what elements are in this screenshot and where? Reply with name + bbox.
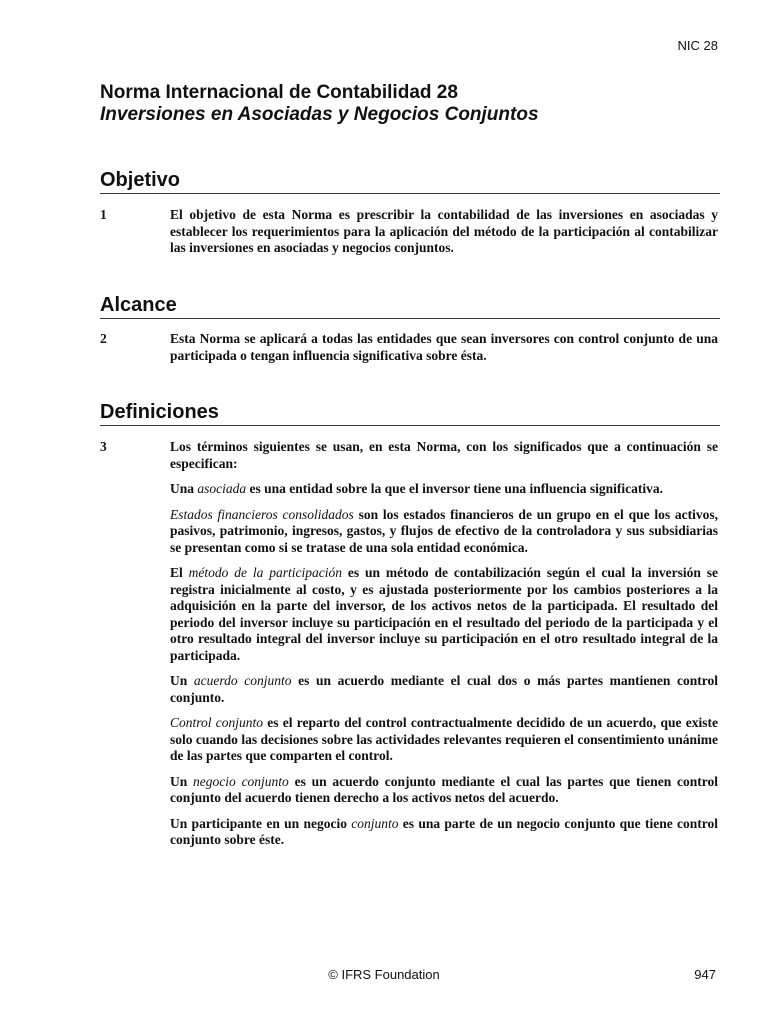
definition-metodo-participacion: El método de la participación es un método de contabilización según el cual la inversión se registra inicialmente al costo, y es ajustada posteriormente por los cambios posteriores a la adquisición en la parte del inversor, de los activos netos de la participada. El resultado del periodo del inversor incluye su participación en el resultado del periodo de la participada y el otro resultado integral del inversor incluye su participación en el otro resultado integral de la participada.	[170, 565, 718, 663]
definition-asociada: Una asociada es una entidad sobre la que el inversor tiene una influencia significativa.	[170, 481, 664, 496]
paragraph-2	[100, 331, 718, 364]
title-subtitle: Inversiones en Asociadas y Negocios Conjuntos	[100, 104, 539, 125]
defined-term: negocio conjunto	[193, 773, 289, 789]
definition-estados-financieros-consolidados: Estados financieros consolidados son los estados financieros de un grupo en el que los activos, pasivos, patrimonio, ingresos, gastos, y flujos de efectivo de la controladora y sus subsidiarias se presentan como si se tratase de una sola entidad económica.	[170, 506, 718, 555]
definition-acuerdo-conjunto: Un acuerdo conjunto es un acuerdo mediante el cual dos o más partes mantienen control conjunto.	[170, 673, 718, 705]
definition-control-conjunto: Control conjunto es el reparto del control contractualmente decidido de un acuerdo, que existe solo cuando las decisiones sobre las actividades relevantes requieren el consentimiento unánime de las partes que comparten el control.	[170, 715, 718, 763]
defined-term: Control conjunto	[170, 715, 263, 730]
paragraph-number: 1	[100, 207, 107, 222]
paragraph-number: 2	[100, 331, 107, 346]
copyright-notice: © IFRS Foundation	[328, 967, 440, 982]
defined-term: Estados financieros consolidados	[170, 506, 354, 522]
paragraph-text: El objetivo de esta Norma es prescribir la contabilidad de las inversiones en asociadas y establecer los requerimientos para la aplicación del método de la participación al contabilizar las inversiones en asociadas y negocios conjuntos.	[170, 207, 718, 255]
document-title	[100, 82, 718, 126]
paragraph-text: Esta Norma se aplicará a todas las entidades que sean inversores con control conjunto de una participada o tengan influencia significativa sobre ésta.	[170, 331, 718, 363]
paragraph-1	[100, 207, 718, 257]
defined-term: método de la participación	[188, 565, 343, 580]
section-heading-objetivo: Objetivo	[100, 168, 720, 194]
definition-participante-negocio-conjunto: Un participante en un negocio conjunto es una parte de un negocio conjunto que tiene control conjunto sobre éste.	[170, 815, 718, 847]
defined-term: conjunto	[351, 815, 399, 831]
definitions-intro: Los términos siguientes se usan, en esta Norma, con los significados que a continuación se especifican:	[170, 439, 718, 471]
defined-term: asociada	[197, 481, 247, 496]
section-heading-definiciones: Definiciones	[100, 400, 720, 426]
standard-code: NIC 28	[677, 38, 718, 53]
title-main: Norma Internacional de Contabilidad 28	[100, 82, 458, 103]
page-number: 947	[694, 967, 716, 982]
defined-term: acuerdo conjunto	[193, 673, 292, 688]
section-heading-alcance: Alcance	[100, 293, 720, 319]
definition-negocio-conjunto: Un negocio conjunto es un acuerdo conjunto mediante el cual las partes que tienen control conjunto del acuerdo tienen derecho a los activos netos del acuerdo.	[170, 773, 718, 805]
paragraph-number: 3	[100, 439, 107, 454]
paragraph-3	[100, 439, 718, 849]
